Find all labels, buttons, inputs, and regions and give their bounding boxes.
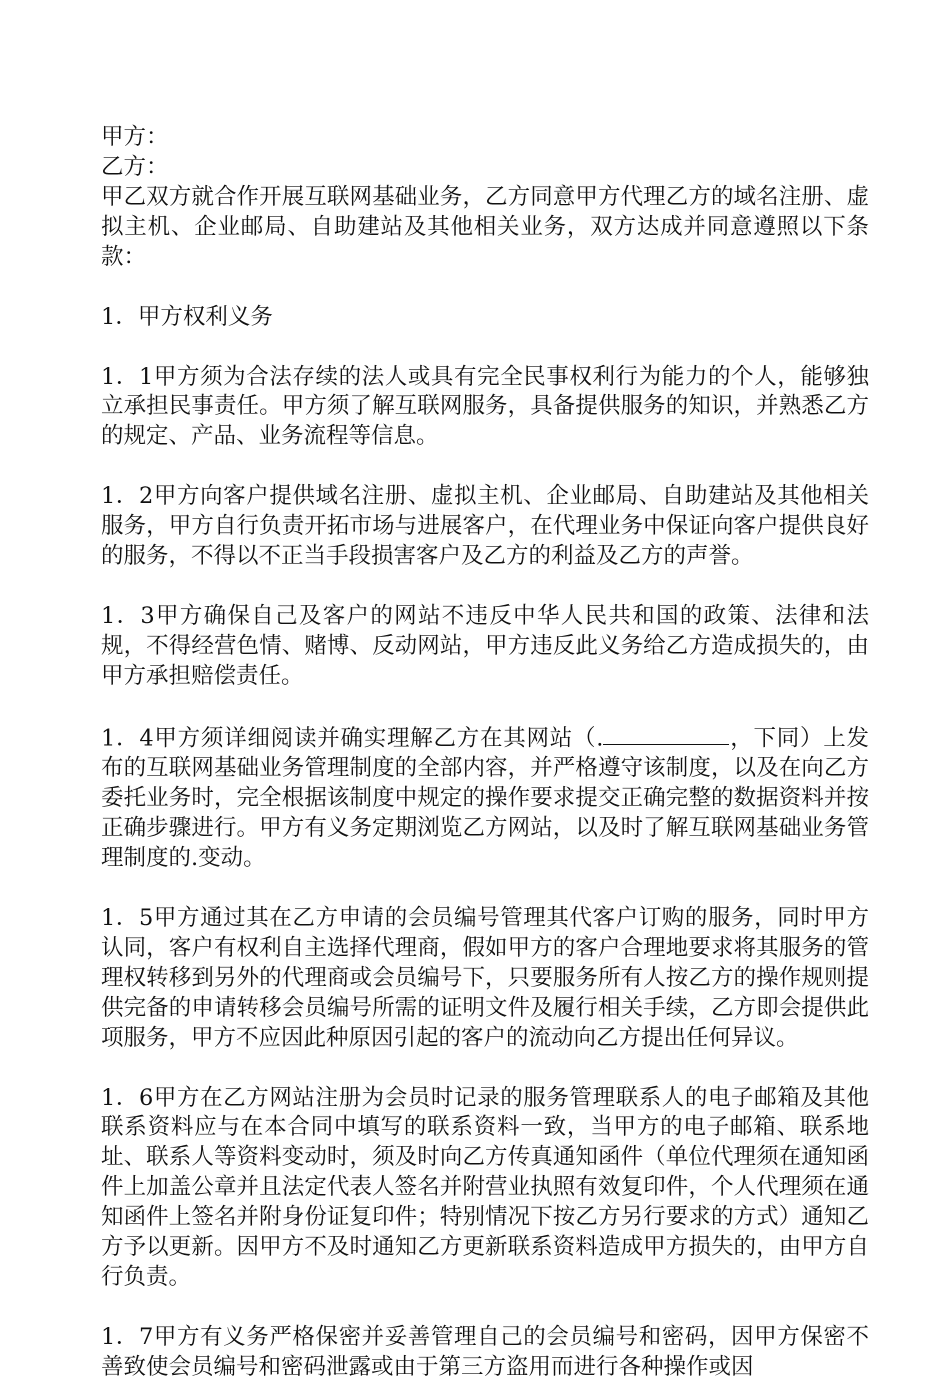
paragraph-gap bbox=[101, 273, 869, 303]
clause-1-3: 1．3甲方确保自己及客户的网站不违反中华人民共和国的政策、法律和法规，不得经营色情、赌博、反动网站，甲方违反此义务给乙方造成损失的，由甲方承担赔偿责任。 bbox=[101, 603, 869, 689]
party-b-label: 乙方： bbox=[101, 153, 169, 180]
website-blank-line bbox=[603, 722, 729, 746]
paragraph-gap bbox=[101, 452, 869, 482]
clause-1-7: 1．7甲方有义务严格保密并妥善管理自己的会员编号和密码，因甲方保密不善致使会员编号和密码泄露或由于第三方盗用而进行各种操作或因 bbox=[101, 1324, 869, 1380]
paragraph-gap bbox=[101, 692, 869, 722]
paragraph-gap bbox=[101, 572, 869, 602]
clause-1-4 bbox=[101, 722, 869, 874]
paragraph-gap bbox=[101, 1293, 869, 1323]
clause-1-1: 1．1甲方须为合法存续的法人或具有完全民事权利行为能力的个人，能够独立承担民事责任。甲方须了解互联网服务，具备提供服务的知识，并熟悉乙方的规定、产品、业务流程等信息。 bbox=[101, 363, 869, 450]
section-1-title: 1．甲方权利义务 bbox=[101, 303, 273, 330]
clause-1-4-after-blank: ，下同）上发布的互联网基础业务管理制度的全部内容，并严格遵守该制度，以及在向乙方委托业务时，完全根据该制度中规定的操作要求提交正确完整的数据资料并按正确步骤进行。甲方有义务定期浏览乙方网站，以及时了解互联网基础业务管理制度的.变动。 bbox=[101, 725, 869, 872]
paragraph-gap bbox=[101, 333, 869, 363]
clause-1-6: 1．6甲方在乙方网站注册为会员时记录的服务管理联系人的电子邮箱及其他联系资料应与在本合同中填写的联系资料一致，当甲方的电子邮箱、联系地址、联系人等资料变动时，须及时向乙方传真通知函件（单位代理须在通知函件上加盖公章并且法定代表人签名并附营业执照有效复印件，个人代理须在通知函件上签名并附身份证复印件；特别情况下按乙方另行要求的方式）通知乙方予以更新。因甲方不及时通知乙方更新联系资料造成甲方损失的，由甲方自行负责。 bbox=[101, 1084, 869, 1291]
contract-page bbox=[101, 123, 869, 1383]
clause-1-2: 1．2甲方向客户提供域名注册、虚拟主机、企业邮局、自助建站及其他相关服务，甲方自行负责开拓市场与进展客户，在代理业务中保证向客户提供良好的服务，不得以不正当手段损害客户及乙方的利益及乙方的声誉。 bbox=[101, 483, 869, 570]
paragraph-gap bbox=[101, 874, 869, 904]
clause-1-4-before-blank: 1．4甲方须详细阅读并确实理解乙方在其网站（. bbox=[101, 725, 604, 752]
paragraph-gap bbox=[101, 1054, 869, 1084]
intro-paragraph: 甲乙双方就合作开展互联网基础业务，乙方同意甲方代理乙方的域名注册、虚拟主机、企业邮局、自助建站及其他相关业务，双方达成并同意遵照以下条款： bbox=[101, 183, 869, 270]
party-a-label: 甲方： bbox=[101, 124, 169, 150]
clause-1-5: 1．5甲方通过其在乙方申请的会员编号管理其代客户订购的服务，同时甲方认同，客户有权利自主选择代理商，假如甲方的客户合理地要求将其服务的管理权转移到另外的代理商或会员编号下，只要服务所有人按乙方的操作规则提供完备的申请转移会员编号所需的证明文件及履行相关手续，乙方即会提供此项服务，甲方不应因此种原因引起的客户的流动向乙方提出任何异议。 bbox=[101, 904, 869, 1051]
